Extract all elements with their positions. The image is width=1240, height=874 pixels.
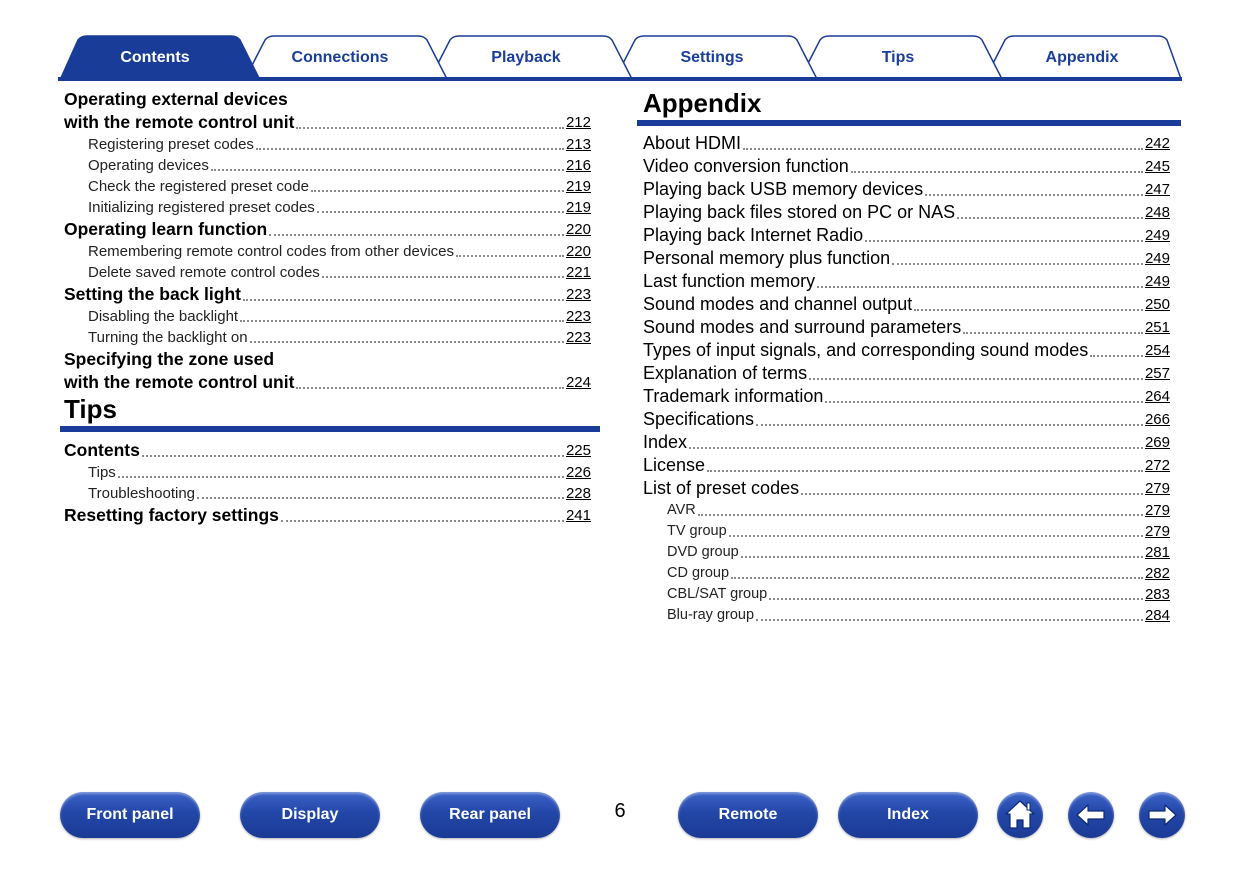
toc-entry [643,293,1170,316]
toc-subentry [64,306,591,327]
dot-leader [731,577,1143,579]
index-button[interactable]: Index [838,792,978,838]
toc-entry-title[interactable]: TV group [667,523,727,539]
toc-right-column [643,88,1170,626]
dot-leader [769,598,1143,600]
toc-left-column [64,88,591,527]
dot-leader [142,455,564,457]
toc-heading-line: Specifying the zone used [64,349,275,369]
dot-leader [317,211,564,213]
toc-entry-title[interactable]: Blu-ray group [667,607,755,623]
dot-leader [118,476,564,478]
toc-subentry [643,500,1170,521]
back-button[interactable] [1068,792,1114,838]
toc-subentry [64,155,591,176]
tab-shapes [0,0,1240,82]
toc-page-link[interactable]: 272 [1144,457,1170,474]
dot-leader [817,286,1143,288]
toc-entry [643,178,1170,201]
toc-page-link[interactable]: 279 [1144,523,1170,540]
tab-tips[interactable]: Tips [881,49,915,66]
toc-entry-title[interactable]: List of preset codes [643,478,800,498]
toc-page-link[interactable]: 219 [565,199,591,216]
toc-page-link[interactable]: 249 [1144,250,1170,267]
appendix-section-heading: Appendix [637,88,1181,126]
toc-page-link[interactable]: 281 [1144,544,1170,561]
dot-leader [322,276,564,278]
toc-entry-title[interactable]: Specifications [643,409,755,429]
dot-leader [1090,355,1143,357]
toc-page-link[interactable]: 212 [565,114,591,131]
rear-panel-button[interactable]: Rear panel [420,792,560,838]
dot-leader [296,127,564,129]
forward-button[interactable] [1139,792,1185,838]
toc-entry-title[interactable]: About HDMI [643,133,742,153]
toc-page-link[interactable]: 248 [1144,204,1170,221]
toc-entry [643,316,1170,339]
tab-bar [0,0,1240,82]
dot-leader [892,263,1143,265]
dot-leader [311,190,564,192]
toc-entry [643,385,1170,408]
toc-entry-title[interactable]: Initializing registered preset codes [88,199,315,216]
toc-entry-title[interactable]: CD group [667,565,730,581]
toc-entry-title[interactable]: Sound modes and surround parameters [643,317,962,337]
dot-leader [809,378,1143,380]
dot-leader [756,424,1143,426]
dot-leader [963,332,1143,334]
toc-entry-title[interactable]: Turning the backlight on [88,329,248,346]
dot-leader [707,470,1143,472]
dot-leader [743,148,1143,150]
toc-entry-title[interactable]: Playing back Internet Radio [643,225,864,245]
page-number: 6 [614,800,626,822]
tab-contents[interactable]: Contents [120,49,190,66]
toc-page-link[interactable]: 224 [565,374,591,391]
dot-leader [296,387,564,389]
toc-page-link[interactable]: 250 [1144,296,1170,313]
toc-entry [643,270,1170,293]
toc-page-link[interactable]: 220 [565,243,591,260]
toc-page-link[interactable]: 257 [1144,365,1170,382]
toc-subentry [643,605,1170,626]
toc-entry-title[interactable]: Operating learn function [64,219,268,239]
toc-page-link[interactable]: 225 [565,442,591,459]
dot-leader [698,514,1143,516]
toc-entry-title[interactable]: Remembering remote control codes from other devices [88,243,454,260]
toc-entry [643,247,1170,270]
toc-page-link[interactable]: 283 [1144,586,1170,603]
toc-subentry [64,176,591,197]
dot-leader [914,309,1143,311]
toc-entry [643,454,1170,477]
toc-entry-title[interactable]: Delete saved remote control codes [88,264,320,281]
display-button[interactable]: Display [240,792,380,838]
toc-appendix-list [643,132,1170,626]
toc-entry-title[interactable]: License [643,455,706,475]
toc-entry-title[interactable]: Troubleshooting [88,485,196,502]
toc-page-link[interactable]: 223 [565,308,591,325]
toc-subentry [64,327,591,348]
toc-page-link[interactable]: 279 [1144,480,1170,497]
toc-entry-title[interactable]: with the remote control unit [64,112,295,132]
toc-entry-title[interactable]: Last function memory [643,271,816,291]
dot-leader [281,520,564,522]
toc-page-link[interactable]: 251 [1144,319,1170,336]
toc-page-link[interactable]: 279 [1144,502,1170,519]
toc-page-link[interactable]: 241 [565,507,591,524]
toc-entry [643,477,1170,500]
toc-entry-title[interactable]: Contents [64,440,140,460]
dot-leader [197,497,564,499]
toc-entry-title[interactable]: Types of input signals, and corresponding sound modes [643,340,1089,360]
toc-entry-title[interactable]: Tips [88,464,116,481]
arrow-left-icon [1068,792,1114,838]
toc-entry-title[interactable]: Trademark information [643,386,824,406]
arrow-right-icon [1139,792,1185,838]
toc-entry [643,224,1170,247]
dot-leader [240,320,564,322]
toc-subentry [64,197,591,218]
toc-subentry [64,462,591,483]
dot-leader [801,493,1143,495]
toc-entry-title[interactable]: Playing back files stored on PC or NAS [643,202,956,222]
toc-entry [643,339,1170,362]
toc-entry-title[interactable]: Personal memory plus function [643,248,891,268]
dot-leader [825,401,1143,403]
toc-entry-title[interactable]: Check the registered preset code [88,178,309,195]
remote-button[interactable]: Remote [678,792,818,838]
tips-section-heading: Tips [60,394,600,432]
toc-page-link[interactable]: 264 [1144,388,1170,405]
dot-leader [689,447,1143,449]
toc-page-link[interactable]: 242 [1144,135,1170,152]
toc-entry-title[interactable]: Disabling the backlight [88,308,239,325]
toc-subentry [643,563,1170,584]
toc-subentry [64,483,591,504]
toc-left-list [64,88,591,394]
toc-entry-title[interactable]: Index [643,432,688,452]
toc-entry [643,362,1170,385]
toc-entry [64,283,591,306]
tab-connections[interactable]: Connections [291,49,389,66]
toc-entry [64,218,591,241]
tab-settings[interactable]: Settings [680,49,744,66]
toc-page-link[interactable]: 223 [565,286,591,303]
toc-page-link[interactable]: 245 [1144,158,1170,175]
toc-entry-title[interactable]: Setting the back light [64,284,241,304]
toc-entry [64,371,591,394]
toc-entry-title[interactable]: DVD group [667,544,739,560]
dot-leader [729,535,1143,537]
dot-leader [250,341,564,343]
toc-entry [64,504,591,527]
toc-entry [64,111,591,134]
toc-page-link[interactable]: 228 [565,485,591,502]
toc-heading-line: Operating external devices [64,89,288,109]
toc-entry-title[interactable]: AVR [667,502,696,518]
dot-leader [456,255,564,257]
toc-page-link[interactable]: 226 [565,464,591,481]
toc-page-link[interactable]: 249 [1144,273,1170,290]
toc-entry-title[interactable]: Operating devices [88,157,209,174]
dot-leader [957,217,1143,219]
toc-entry [643,132,1170,155]
toc-page-link[interactable]: 221 [565,264,591,281]
toc-entry [643,201,1170,224]
toc-entry-title[interactable]: Explanation of terms [643,363,808,383]
dot-leader [756,619,1143,621]
toc-subentry [643,542,1170,563]
home-icon [997,792,1043,838]
toc-page-link[interactable]: 266 [1144,411,1170,428]
toc-subentry [64,241,591,262]
toc-entry-title[interactable]: Resetting factory settings [64,505,279,525]
toc-subentry [643,521,1170,542]
toc-page-link[interactable]: 216 [565,157,591,174]
toc-subentry [64,262,591,283]
dot-leader [211,169,564,171]
toc-entry-title[interactable]: CBL/SAT group [667,586,768,602]
toc-entry [643,408,1170,431]
toc-page-link[interactable]: 249 [1144,227,1170,244]
toc-entry-title[interactable]: Playing back USB memory devices [643,179,924,199]
toc-page-link[interactable]: 269 [1144,434,1170,451]
dot-leader [741,556,1143,558]
toc-entry-title[interactable]: with the remote control unit [64,372,295,392]
dot-leader [243,299,564,301]
toc-page-link[interactable]: 223 [565,329,591,346]
toc-page-link[interactable]: 284 [1144,607,1170,624]
toc-entry-title[interactable]: Registering preset codes [88,136,254,153]
toc-entry-title[interactable]: Sound modes and channel output [643,294,913,314]
toc-page-link[interactable]: 282 [1144,565,1170,582]
toc-entry [643,431,1170,454]
dot-leader [269,234,564,236]
toc-page-link[interactable]: 254 [1144,342,1170,359]
dot-leader [851,171,1143,173]
toc-page-link[interactable]: 247 [1144,181,1170,198]
dot-leader [865,240,1143,242]
toc-entry [643,155,1170,178]
front-panel-button[interactable]: Front panel [60,792,200,838]
toc-subentry [643,584,1170,605]
dot-leader [256,148,564,150]
home-button[interactable] [997,792,1043,838]
toc-subentry [64,134,591,155]
toc-page-link[interactable]: 213 [565,136,591,153]
tab-appendix[interactable]: Appendix [1045,49,1119,66]
toc-entry-title[interactable]: Video conversion function [643,156,849,176]
tab-playback[interactable]: Playback [491,49,561,66]
dot-leader [925,194,1143,196]
toc-entry [64,439,591,462]
toc-tips-list [64,439,591,527]
toc-page-link[interactable]: 219 [565,178,591,195]
toc-page-link[interactable]: 220 [565,221,591,238]
